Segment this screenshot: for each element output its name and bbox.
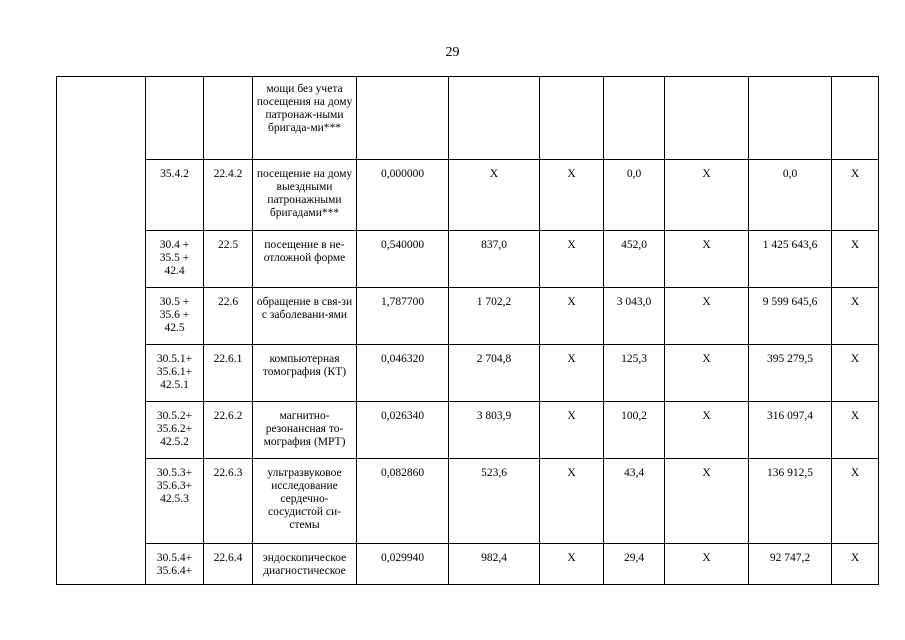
cell-cost: 982,4 [449,544,540,585]
cell-norm: 0,540000 [357,231,449,288]
cell-unit: эндоскопическое диагностическое [253,544,357,585]
cell-code-1: 30.5 + 35.6 + 42.5 [146,288,204,345]
cell-code-1: 35.4.2 [146,160,204,231]
cell-norm: 0,029940 [357,544,449,585]
cell-x-2: X [665,160,749,231]
cell-per-capita: 3 043,0 [604,288,665,345]
cell-code-2 [204,77,253,160]
cell-total: 0,0 [749,160,832,231]
cell-x-1 [540,77,604,160]
table-row [57,231,879,288]
table-row [57,459,879,544]
cell-code-2: 22.6.1 [204,345,253,402]
cell-x-2: X [665,288,749,345]
cell-code-1: 30.5.2+ 35.6.2+ 42.5.2 [146,402,204,459]
cell-x-3 [832,77,879,160]
table-row [57,288,879,345]
cell-total: 1 425 643,6 [749,231,832,288]
cell-x-3: X [832,544,879,585]
cell-code-1: 30.5.4+ 35.6.4+ [146,544,204,585]
cell-x-2: X [665,345,749,402]
merged-section-cell [57,77,146,585]
tariff-table [56,76,879,585]
cell-x-2: X [665,544,749,585]
cell-cost: 2 704,8 [449,345,540,402]
cell-code-1 [146,77,204,160]
cell-total: 92 747,2 [749,544,832,585]
cell-per-capita: 125,3 [604,345,665,402]
cell-total [749,77,832,160]
cell-per-capita: 452,0 [604,231,665,288]
cell-x-1: X [540,288,604,345]
cell-norm: 0,026340 [357,402,449,459]
cell-code-1: 30.5.3+ 35.6.3+ 42.5.3 [146,459,204,544]
cell-x-3: X [832,160,879,231]
table-row [57,544,879,585]
cell-code-2: 22.5 [204,231,253,288]
cell-per-capita [604,77,665,160]
cell-cost: 3 803,9 [449,402,540,459]
cell-total: 395 279,5 [749,345,832,402]
cell-unit: ультразвуковое исследование сердечно-сосудистой си-стемы [253,459,357,544]
cell-x-1: X [540,544,604,585]
cell-x-3: X [832,231,879,288]
cell-cost: 1 702,2 [449,288,540,345]
cell-norm: 1,787700 [357,288,449,345]
cell-cost [449,77,540,160]
cell-code-2: 22.6 [204,288,253,345]
cell-x-3: X [832,459,879,544]
cell-x-1: X [540,402,604,459]
cell-code-1: 30.4 + 35.5 + 42.4 [146,231,204,288]
cell-per-capita: 100,2 [604,402,665,459]
cell-x-2: X [665,402,749,459]
cell-x-2: X [665,459,749,544]
cell-norm: 0,046320 [357,345,449,402]
cell-unit: посещение на дому выездными патронажными бригадами*** [253,160,357,231]
cell-total: 9 599 645,6 [749,288,832,345]
cell-code-2: 22.6.3 [204,459,253,544]
cell-cost: 837,0 [449,231,540,288]
cell-x-1: X [540,459,604,544]
cell-unit: обращение в свя-зи с заболевани-ями [253,288,357,345]
table-row [57,160,879,231]
cell-unit: посещение в не-отложной форме [253,231,357,288]
cell-total: 136 912,5 [749,459,832,544]
cell-x-1: X [540,160,604,231]
cell-unit: магнитно-резонансная то-мография (МРТ) [253,402,357,459]
cell-norm [357,77,449,160]
cell-code-2: 22.6.4 [204,544,253,585]
page-number: 29 [445,45,460,60]
cell-code-1: 30.5.1+ 35.6.1+ 42.5.1 [146,345,204,402]
cell-x-2 [665,77,749,160]
table-row [57,77,879,160]
table-row [57,345,879,402]
cell-x-1: X [540,345,604,402]
cell-code-2: 22.4.2 [204,160,253,231]
cell-x-3: X [832,288,879,345]
cell-unit: компьютерная томография (КТ) [253,345,357,402]
cell-cost: 523,6 [449,459,540,544]
cell-per-capita: 0,0 [604,160,665,231]
cell-total: 316 097,4 [749,402,832,459]
cell-norm: 0,082860 [357,459,449,544]
cell-per-capita: 29,4 [604,544,665,585]
cell-x-2: X [665,231,749,288]
cell-norm: 0,000000 [357,160,449,231]
cell-x-3: X [832,402,879,459]
table-row [57,402,879,459]
cell-x-3: X [832,345,879,402]
cell-code-2: 22.6.2 [204,402,253,459]
cell-unit: мощи без учета посещения на дому патронаж-ными бригада-ми*** [253,77,357,160]
cell-cost: X [449,160,540,231]
cell-per-capita: 43,4 [604,459,665,544]
cell-x-1: X [540,231,604,288]
